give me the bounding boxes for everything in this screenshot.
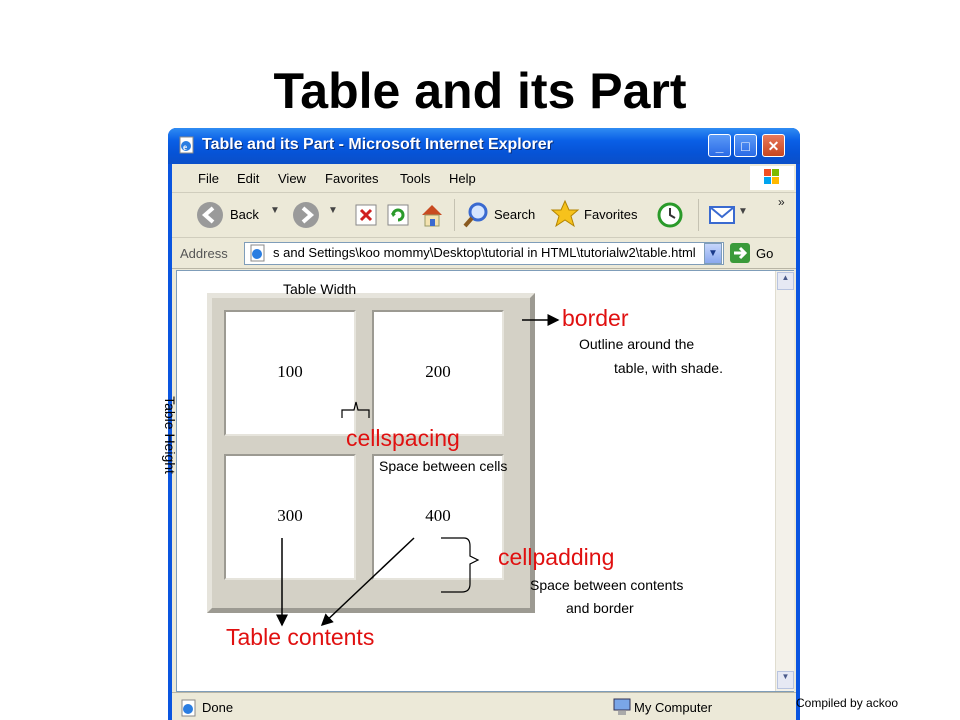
border-desc-line2: table, with shade.: [614, 360, 723, 376]
contents-arrow-400: [322, 538, 414, 625]
table-height-label: Table Height: [161, 396, 178, 474]
back-dropdown-icon[interactable]: ▼: [270, 205, 280, 216]
status-text: Done: [202, 700, 234, 715]
status-zone: My Computer: [634, 700, 713, 715]
maximize-button[interactable]: □: [734, 134, 757, 157]
menu-favorites[interactable]: Favorites: [325, 171, 379, 186]
cell-value: 300: [277, 506, 303, 525]
slide-title: Table and its Part: [273, 63, 687, 119]
search-label[interactable]: Search: [494, 207, 536, 222]
mail-dropdown-icon[interactable]: ▼: [738, 206, 748, 217]
address-dropdown-icon[interactable]: ▼: [704, 243, 722, 264]
minimize-button[interactable]: _: [708, 134, 731, 157]
footer-credit: Compiled by ackoo: [796, 696, 899, 710]
scroll-down-icon[interactable]: ▼: [777, 671, 794, 689]
address-value: s and Settings\koo mommy\Desktop\tutorial in HTML\tutorialw2\table.html: [273, 245, 696, 260]
window-title: Table and its Part - Microsoft Internet Explorer: [202, 136, 553, 153]
menu-edit[interactable]: Edit: [237, 171, 260, 186]
menu-tools[interactable]: Tools: [400, 171, 431, 186]
cellspacing-title: cellspacing: [346, 425, 460, 451]
table-width-label: Table Width: [283, 281, 357, 297]
menu-view[interactable]: View: [278, 171, 306, 186]
cellspacing-desc: Space between cells: [379, 458, 508, 474]
address-label: Address: [180, 246, 228, 261]
svg-text:e: e: [183, 142, 187, 152]
border-title: border: [562, 305, 629, 331]
table-contents-title: Table contents: [226, 624, 375, 650]
cell-value: 200: [425, 362, 451, 381]
cell-value: 400: [425, 506, 451, 525]
cellpadding-desc-line1: Space between contents: [530, 577, 684, 593]
forward-dropdown-icon[interactable]: ▼: [328, 205, 338, 216]
toolbar-overflow-icon[interactable]: »: [778, 195, 785, 209]
back-label[interactable]: Back: [230, 207, 259, 222]
close-button[interactable]: ✕: [762, 134, 785, 157]
menu-help[interactable]: Help: [449, 171, 476, 186]
border-desc-line1: Outline around the: [579, 336, 695, 352]
cell-value: 100: [277, 362, 303, 381]
cellpadding-desc-line2: and border: [566, 600, 634, 616]
cellpadding-brace: [441, 538, 478, 592]
favorites-label[interactable]: Favorites: [584, 207, 638, 222]
scroll-up-icon[interactable]: ▲: [777, 272, 794, 290]
menu-file[interactable]: File: [198, 171, 219, 186]
go-label[interactable]: Go: [756, 246, 774, 261]
cellspacing-brace: [342, 402, 369, 418]
cellpadding-title: cellpadding: [498, 544, 615, 570]
